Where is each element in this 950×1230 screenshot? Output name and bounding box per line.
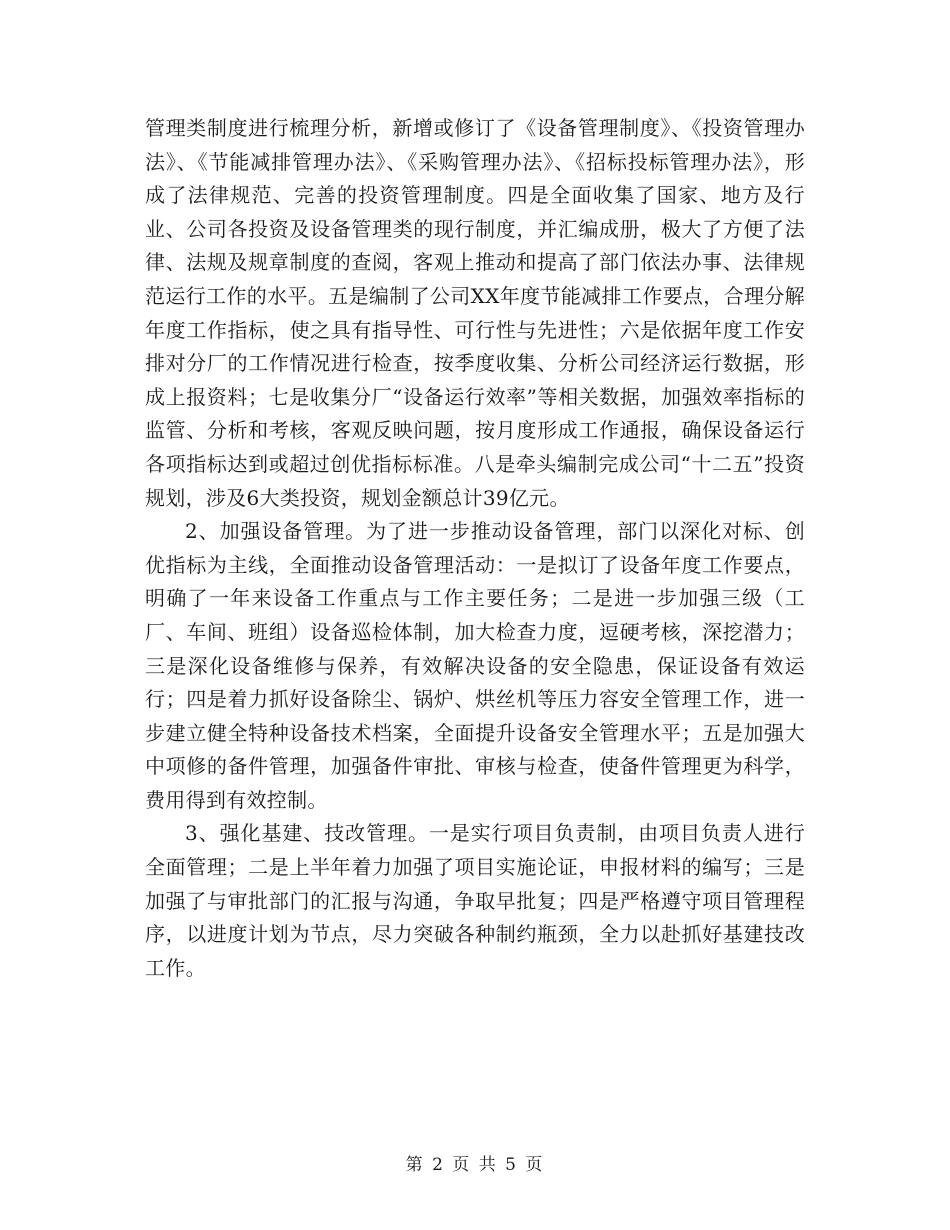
paragraph-continuation: 管理类制度进行梳理分析，新增或修订了《设备管理制度》、《投资管理办法》、《节能减排管理办法》、《采购管理办法》、《招标投标管理办法》，形成了法律规范、完善的投资管理制度。四是全面收集了国家、地方及行业、公司各投资及设备管理类的现行制度，并汇编成册，极大了方便了法律、法规及规章制度的查阅，客观上推动和提高了部门依法办事、法律规范运行工作的水平。五是编制了公司XX年度节能减排工作要点，合理分解年度工作指标，使之具有指导性、可行性与先进性；六是依据年度工作安排对分厂的工作情况进行检查，按季度收集、分析公司经济运行数据，形成上报资料；七是收集分厂“设备运行效率”等相关数据，加强效率指标的监管、分析和考核，客观反映问题，按月度形成工作通报，确保设备运行各项指标达到或超过创优指标标准。八是牵头编制完成公司“十二五”投资规划，涉及6大类投资，规划金额总计39亿元。 [145,116,805,510]
paragraph-section-2: 2、加强设备管理。为了进一步推动设备管理，部门以深化对标、创优指标为主线，全面推动设备管理活动：一是拟订了设备年度工作要点，明确了一年来设备工作重点与工作主要任务；二是进一步加强三级（工厂、车间、班组）设备巡检体制，加大检查力度，逗硬考核，深挖潜力；三是深化设备维修与保养，有效解决设备的安全隐患，保证设备有效运行；四是着力抓好设备除尘、锅炉、烘丝机等压力容安全管理工作，进一步建立健全特种设备技术档案，全面提升设备安全管理水平；五是加强大中项修的备件管理，加强备件审批、审核与检查，使备件管理更为科学，费用得到有效控制。 [145,519,805,812]
paragraph-section-3: 3、强化基建、技改管理。一是实行项目负责制，由项目负责人进行全面管理；二是上半年着力加强了项目实施论证，申报材料的编写；三是加强了与审批部门的汇报与沟通，争取早批复；四是严格遵守项目管理程序，以进度计划为节点，尽力突破各种制约瓶颈，全力以赴抓好基建技改工作。 [145,821,805,980]
page-footer: 第 2 页 共 5 页 [405,1155,545,1175]
document-body [145,112,805,985]
